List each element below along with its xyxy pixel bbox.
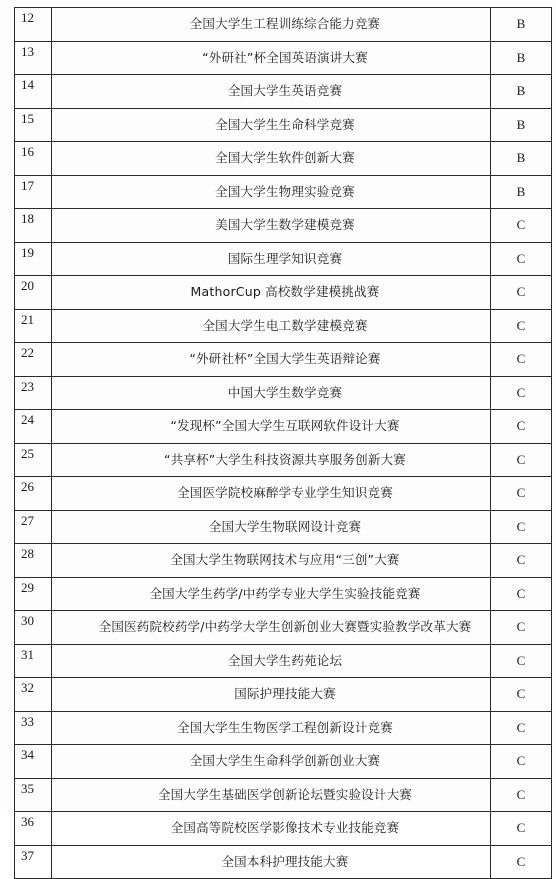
competition-name: 全国大学生基础医学创新论坛暨实验设计大赛 xyxy=(157,786,412,802)
row-number: 19 xyxy=(15,242,52,276)
table-row xyxy=(15,845,552,879)
competition-name-cell xyxy=(52,108,491,142)
table-row xyxy=(15,611,552,645)
row-number: 37 xyxy=(15,845,52,879)
competition-name-cell xyxy=(52,309,491,343)
row-number: 18 xyxy=(15,209,52,243)
competition-name: 国际生理学知识竞赛 xyxy=(227,250,343,266)
competition-name-cell xyxy=(52,577,491,611)
competition-name: 全国大学生生命科学创新创业大赛 xyxy=(189,753,381,769)
table-row xyxy=(15,745,552,779)
competition-level: C xyxy=(491,745,552,779)
competition-level: C xyxy=(491,443,552,477)
competition-name-cell xyxy=(52,443,491,477)
table-row xyxy=(15,41,552,75)
competition-name-cell xyxy=(52,410,491,444)
competition-name: 全国医药院校药学/中药学大学生创新创业大赛暨实验教学改革大赛 xyxy=(98,619,472,635)
competition-level: C xyxy=(491,276,552,310)
competition-level: C xyxy=(491,812,552,846)
competition-name: 全国大学生工程训练综合能力竞赛 xyxy=(189,16,381,32)
table-row xyxy=(15,142,552,176)
competition-name-cell xyxy=(52,242,491,276)
row-number: 15 xyxy=(15,108,52,142)
competition-name: 全国大学生物理实验竞赛 xyxy=(215,183,355,199)
table-row xyxy=(15,75,552,109)
table-row xyxy=(15,276,552,310)
competition-name: 全国本科护理技能大赛 xyxy=(221,853,349,869)
table-row xyxy=(15,242,552,276)
competition-name-cell xyxy=(52,41,491,75)
table-row xyxy=(15,108,552,142)
competition-level: C xyxy=(491,309,552,343)
competition-name: 全国大学生电工数学建模竞赛 xyxy=(202,317,368,333)
competition-name-cell xyxy=(52,510,491,544)
competition-name-cell xyxy=(52,75,491,109)
competition-name: 全国大学生物联网技术与应用“三创”大赛 xyxy=(170,552,400,568)
competition-level: C xyxy=(491,477,552,511)
table-row xyxy=(15,8,552,42)
competition-name: 全国大学生药苑论坛 xyxy=(227,652,343,668)
table-row xyxy=(15,376,552,410)
row-number: 22 xyxy=(15,343,52,377)
competition-name-cell xyxy=(52,778,491,812)
table-row xyxy=(15,510,552,544)
table-row xyxy=(15,644,552,678)
table-row xyxy=(15,678,552,712)
table-row xyxy=(15,443,552,477)
row-number: 34 xyxy=(15,745,52,779)
competition-name-cell xyxy=(52,8,491,42)
row-number: 23 xyxy=(15,376,52,410)
competition-level: C xyxy=(491,678,552,712)
competition-name: 全国大学生物联网设计竞赛 xyxy=(208,518,362,534)
competition-level: B xyxy=(491,41,552,75)
competition-level: B xyxy=(491,75,552,109)
competition-name-cell xyxy=(52,175,491,209)
row-number: 26 xyxy=(15,477,52,511)
competition-name-cell xyxy=(52,678,491,712)
competition-level: C xyxy=(491,209,552,243)
competition-level: C xyxy=(491,242,552,276)
competition-level: C xyxy=(491,510,552,544)
row-number: 21 xyxy=(15,309,52,343)
row-number: 24 xyxy=(15,410,52,444)
competition-name: 全国大学生软件创新大赛 xyxy=(215,150,355,166)
competition-name-cell xyxy=(52,845,491,879)
table-row xyxy=(15,209,552,243)
competition-name: “发现杯”全国大学生互联网软件设计大赛 xyxy=(170,418,400,434)
competition-name-cell xyxy=(52,544,491,578)
competition-name: 全国大学生生物医学工程创新设计竞赛 xyxy=(177,719,393,735)
row-number: 13 xyxy=(15,41,52,75)
competition-name-cell xyxy=(52,611,491,645)
competition-name: 美国大学生数学建模竞赛 xyxy=(215,217,355,233)
competition-name: “外研社杯”全国大学生英语辩论赛 xyxy=(189,351,381,367)
competition-name-cell xyxy=(52,276,491,310)
competition-name: “外研社”杯全国英语演讲大赛 xyxy=(202,49,368,65)
row-number: 14 xyxy=(15,75,52,109)
row-number: 28 xyxy=(15,544,52,578)
table-row xyxy=(15,477,552,511)
competition-name: 全国大学生生命科学竞赛 xyxy=(215,116,355,132)
table-row xyxy=(15,544,552,578)
competition-name-cell xyxy=(52,142,491,176)
competition-name-cell xyxy=(52,376,491,410)
table-row xyxy=(15,410,552,444)
table-row xyxy=(15,812,552,846)
row-number: 36 xyxy=(15,812,52,846)
competition-name-cell xyxy=(52,644,491,678)
competition-name: 全国大学生药学/中药学专业大学生实验技能竞赛 xyxy=(149,585,421,601)
competition-name-cell xyxy=(52,711,491,745)
row-number: 29 xyxy=(15,577,52,611)
row-number: 27 xyxy=(15,510,52,544)
competition-name: 全国高等院校医学影像技术专业技能竞赛 xyxy=(170,820,400,836)
competition-level: C xyxy=(491,410,552,444)
competition-name-cell xyxy=(52,477,491,511)
row-number: 32 xyxy=(15,678,52,712)
competition-table xyxy=(14,7,552,879)
row-number: 12 xyxy=(15,8,52,42)
competition-level: B xyxy=(491,8,552,42)
competition-name: “共享杯”大学生科技资源共享服务创新大赛 xyxy=(164,451,406,467)
row-number: 30 xyxy=(15,611,52,645)
competition-name: 全国医学院校麻醉学专业学生知识竞赛 xyxy=(177,485,393,501)
table-row xyxy=(15,343,552,377)
row-number: 16 xyxy=(15,142,52,176)
table-row xyxy=(15,309,552,343)
competition-level: C xyxy=(491,644,552,678)
table-row xyxy=(15,711,552,745)
competition-level: C xyxy=(491,845,552,879)
row-number: 31 xyxy=(15,644,52,678)
competition-name: 中国大学生数学竞赛 xyxy=(227,384,343,400)
table-row xyxy=(15,778,552,812)
competition-name-cell xyxy=(52,209,491,243)
competition-level: B xyxy=(491,108,552,142)
row-number: 25 xyxy=(15,443,52,477)
competition-name: 全国大学生英语竞赛 xyxy=(227,83,343,99)
competition-level: C xyxy=(491,343,552,377)
row-number: 33 xyxy=(15,711,52,745)
competition-level: C xyxy=(491,611,552,645)
table-row xyxy=(15,175,552,209)
competition-level: C xyxy=(491,711,552,745)
row-number: 17 xyxy=(15,175,52,209)
competition-level: C xyxy=(491,778,552,812)
table-body xyxy=(15,8,552,879)
competition-level: C xyxy=(491,544,552,578)
competition-level: C xyxy=(491,577,552,611)
competition-name-cell xyxy=(52,343,491,377)
table-row xyxy=(15,577,552,611)
competition-level: B xyxy=(491,175,552,209)
competition-name-cell xyxy=(52,745,491,779)
row-number: 35 xyxy=(15,778,52,812)
competition-level: C xyxy=(491,376,552,410)
competition-name: 国际护理技能大赛 xyxy=(234,686,336,702)
competition-name: MathorCup 高校数学建模挑战赛 xyxy=(190,284,380,300)
row-number: 20 xyxy=(15,276,52,310)
competition-name-cell xyxy=(52,812,491,846)
competition-level: B xyxy=(491,142,552,176)
